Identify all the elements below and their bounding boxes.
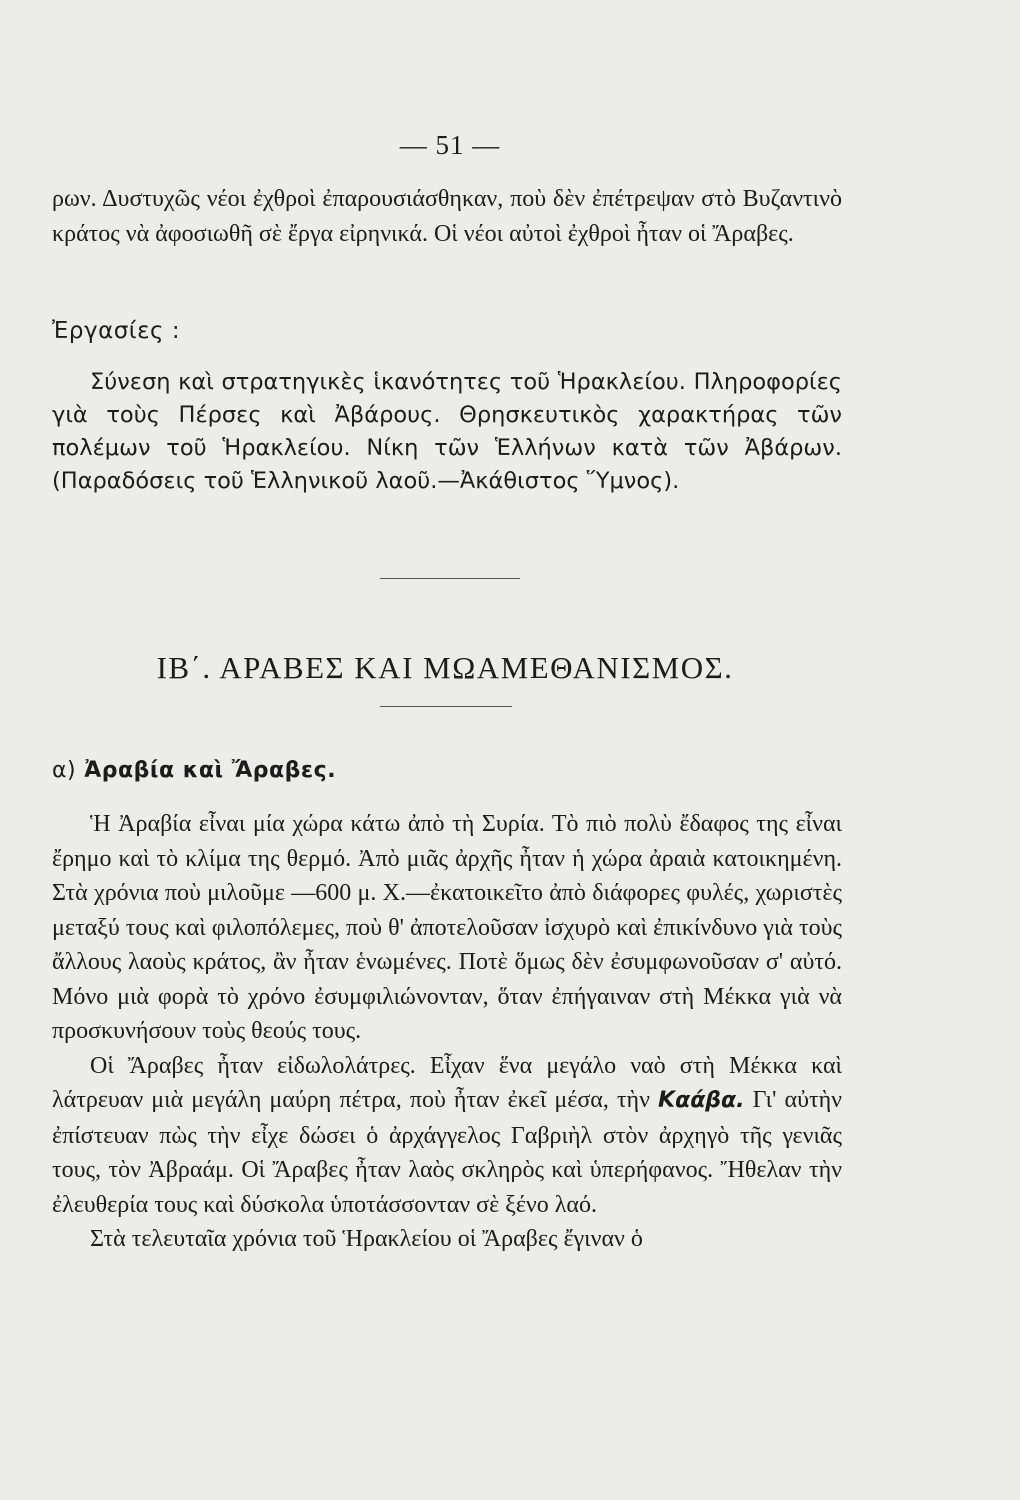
chapter-title: ΙΒ΄. ΑΡΑΒΕΣ ΚΑΙ ΜΩΑΜΕΘΑΝΙΣΜΟΣ. bbox=[156, 650, 734, 685]
paragraph-2-end: Γι' αὐτὴν ἐπίστευαν πὼς τὴν εἶχε δώσει ὁ ἀρχάγγελος Γαβριὴλ στὸν ἀρχηγὸ τῆς γενιᾶς τους, τὸν Ἀβραάμ. Οἱ Ἄραβες ἦταν λαὸς σκληρὸς καὶ ὑπερήφανος. Ἤθελαν τὴν ἐλευθερία τους καὶ δύσκολα ὑποτάσσονταν σὲ ξένο λαό. bbox=[52, 1087, 842, 1218]
section-label: α) bbox=[52, 758, 77, 783]
page-number: — 51 — bbox=[399, 130, 501, 160]
divider-top bbox=[380, 578, 520, 579]
paragraph-2-start: Οἱ Ἄραβες ἦταν εἰδωλολάτρες. Εἶχαν ἕνα μεγάλο ναὸ στὴ Μέκκα καὶ λάτρευαν μιὰ μεγάλη μαύρη πέτρα, ποὺ ἦταν ἐκεῖ μέσα, τὴν bbox=[52, 1052, 842, 1113]
tasks-heading: Ἐργασίες : bbox=[52, 318, 181, 344]
tasks-text: Σύνεση καὶ στρατηγικὲς ἱκανότητες τοῦ Ἡρακλείου. Πληροφορίες γιὰ τοὺς Πέρσες καὶ Ἀβάρους. Θρησκευτικὸς χαρακτήρας τῶν πολέμων τοῦ Ἡρακλείου. Νίκη τῶν Ἑλλήνων κατὰ τῶν Ἀβάρων. (Παραδόσεις τοῦ Ἑλληνικοῦ λαοῦ.—Ἀκάθιστος Ὕμνος). bbox=[52, 369, 842, 494]
kaaba-emphasis: Καάβα. bbox=[658, 1088, 745, 1113]
paragraph-1: Ἡ Ἀραβία εἶναι μία χώρα κάτω ἀπὸ τὴ Συρία. Τὸ πιὸ πολὺ ἔδαφος της εἶναι ἔρημο καὶ τὸ κλίμα της θερμό. Ἀπὸ μιᾶς ἀρχῆς ἦταν ἡ χώρα ἀραιὰ κατοικημένη. Στὰ χρόνια ποὺ μιλοῦμε —600 μ. Χ.—ἐκατοικεῖτο ἀπὸ διάφορες φυλές, χωριστὲς μεταξύ τους καὶ φιλοπόλεμες, ποὺ θ' ἀποτελοῦσαν ἰσχυρὸ καὶ ἐπικίνδυνο γιὰ τοὺς ἄλλους λαοὺς κράτος, ἂν ἦταν ἑνωμένες. Ποτὲ ὅμως δὲν ἐσυμφωνοῦσαν σ' αὐτό. Μόνο μιὰ φορὰ τὸ χρόνο ἐσυμφιλιώνονταν, ὅταν ἐπήγαιναν στὴ Μέκκα γιὰ νὰ προσκυνήσουν τοὺς θεούς τους. bbox=[52, 811, 842, 1044]
divider-bottom bbox=[380, 706, 512, 707]
section-title: Ἀραβία καὶ Ἄραβες. bbox=[84, 758, 337, 783]
intro-text: ρων. Δυστυχῶς νέοι ἐχθροὶ ἐπαρουσιάσθηκαν, ποὺ δὲν ἐπέτρεψαν στὸ Βυζαντινὸ κράτος νὰ ἀφοσιωθῆ σὲ ἔργα εἰρηνικά. Οἱ νέοι αὐτοὶ ἐχθροὶ ἦταν οἱ Ἄραβες. bbox=[52, 186, 842, 247]
section-heading bbox=[52, 758, 336, 783]
paragraph-2 bbox=[52, 1049, 842, 1223]
intro-paragraph bbox=[52, 182, 842, 251]
paragraph-3: Στὰ τελευταῖα χρόνια τοῦ Ἡρακλείου οἱ Ἄραβες ἔγιναν ὁ bbox=[90, 1226, 643, 1252]
tasks-block bbox=[52, 366, 842, 498]
main-text bbox=[52, 807, 842, 1257]
